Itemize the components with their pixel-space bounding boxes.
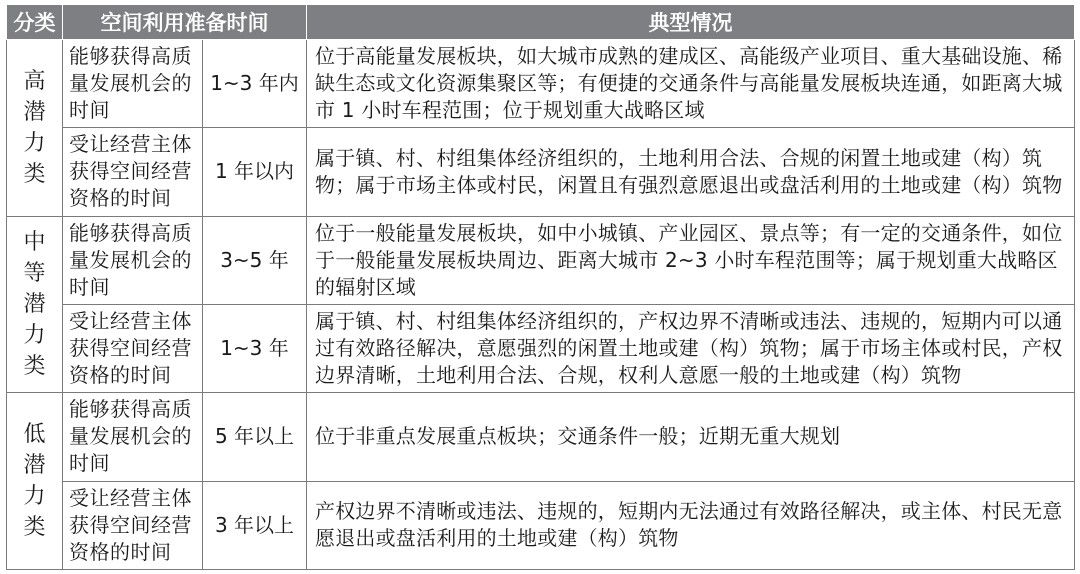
category-label: 中等潜力类 <box>23 229 46 379</box>
time-cell: 1~3 年内 <box>203 40 307 128</box>
header-typical: 典型情况 <box>307 5 1075 40</box>
time-cell: 1~3 年 <box>203 304 307 392</box>
potential-classification-table <box>6 4 1075 570</box>
description-cell: 产权边界不清晰或违法、违规的，短期内无法通过有效路径解决，或主体、村民无意愿退出或盘活利用的土地或建（构）筑物 <box>307 481 1075 569</box>
header-space-time: 空间利用准备时间 <box>63 5 307 40</box>
time-cell: 5 年以上 <box>203 393 307 481</box>
table-row <box>7 40 1075 128</box>
category-label: 高潜力类 <box>23 68 46 187</box>
header-category: 分类 <box>7 5 63 40</box>
description-cell: 属于镇、村、村组集体经济组织的，土地利用合法、合规的闲置土地或建（构）筑物；属于市场主体或村民，闲置且有强烈意愿退出或盘活利用的土地或建（构）筑物 <box>307 128 1075 216</box>
subtype-cell: 受让经营主体获得空间经营资格的时间 <box>63 128 203 216</box>
category-cell <box>7 40 63 217</box>
table-row <box>7 481 1075 569</box>
header-row <box>7 5 1075 40</box>
subtype-cell: 受让经营主体获得空间经营资格的时间 <box>63 304 203 392</box>
description-cell: 属于镇、村、村组集体经济组织的，产权边界不清晰或违法、违规的，短期内可以通过有效路径解决，意愿强烈的闲置土地或建（构）筑物；属于市场主体或村民，产权边界清晰，土地利用合法、合规，权利人意愿一般的土地或建（构）筑物 <box>307 304 1075 392</box>
description-cell: 位于高能量发展板块，如大城市成熟的建成区、高能级产业项目、重大基础设施、稀缺生态或文化资源集聚区等；有便捷的交通条件与高能量发展板块连通，如距离大城市 1 小时车程范围；位于规划重大战略区域 <box>307 40 1075 128</box>
table-row <box>7 216 1075 304</box>
time-cell: 1 年以内 <box>203 128 307 216</box>
description-cell: 位于一般能量发展板块，如中小城镇、产业园区、景点等；有一定的交通条件，如位于一般能量发展板块周边、距离大城市 2~3 小时车程范围等；属于规划重大战略区的辐射区域 <box>307 216 1075 304</box>
subtype-cell: 能够获得高质量发展机会的时间 <box>63 216 203 304</box>
time-cell: 3~5 年 <box>203 216 307 304</box>
table-container <box>6 4 1074 570</box>
category-label: 低潜力类 <box>23 422 46 541</box>
subtype-cell: 能够获得高质量发展机会的时间 <box>63 393 203 481</box>
description-cell: 位于非重点发展重点板块；交通条件一般；近期无重大规划 <box>307 393 1075 481</box>
time-cell: 3 年以上 <box>203 481 307 569</box>
table-row <box>7 128 1075 216</box>
category-cell <box>7 216 63 393</box>
subtype-cell: 能够获得高质量发展机会的时间 <box>63 40 203 128</box>
table-row <box>7 393 1075 481</box>
category-cell <box>7 393 63 570</box>
subtype-cell: 受让经营主体获得空间经营资格的时间 <box>63 481 203 569</box>
table-row <box>7 304 1075 392</box>
